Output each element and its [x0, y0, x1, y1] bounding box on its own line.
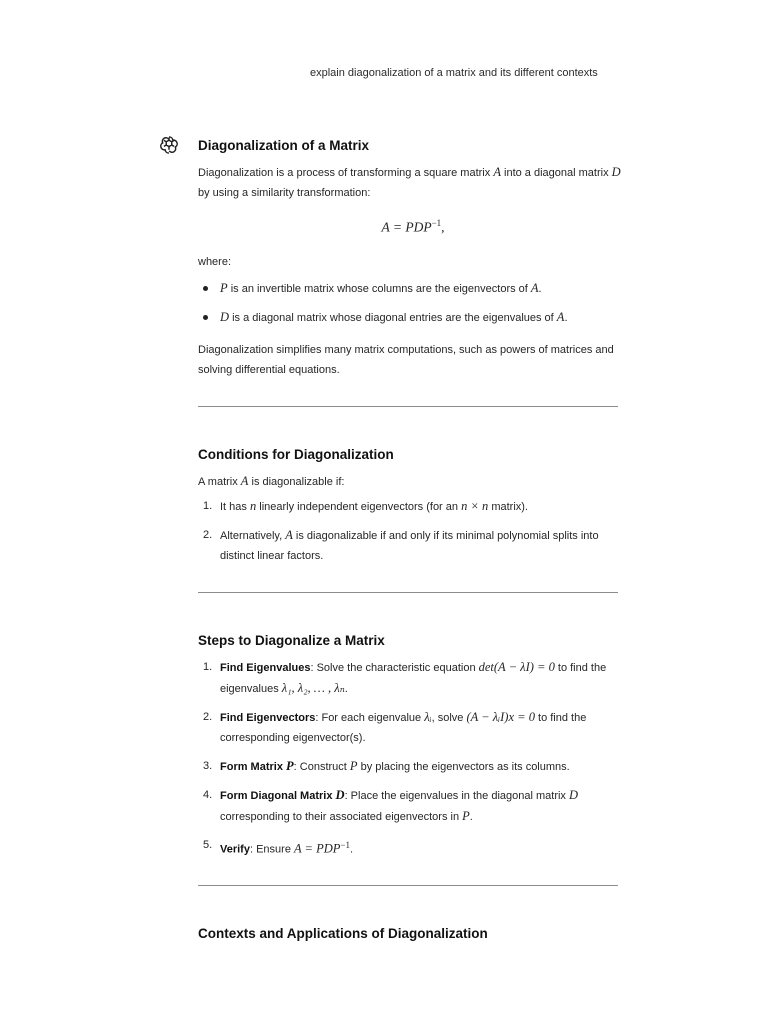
conditions-list [198, 496, 628, 566]
list-item: 4. Form Diagonal Matrix D: Place the eigenvalues in the diagonal matrix D corresponding to their associated eigenvectors in P. [203, 787, 579, 823]
list-item: 5. Verify: Ensure $A = PDP^{-1}$. [203, 838, 354, 856]
steps-list [198, 657, 628, 860]
closing-paragraph: Diagonalization simplifies many matrix computations, such as powers of matrices and solving differential equations. [198, 343, 614, 376]
definition-list [198, 278, 628, 328]
list-item: D is a diagonal matrix whose diagonal entries are the eigenvalues of A. [198, 307, 628, 328]
section-divider [198, 885, 618, 886]
section-title: Conditions for Diagonalization [198, 446, 394, 462]
section-title: Steps to Diagonalize a Matrix [198, 632, 385, 648]
assistant-logo-icon [158, 134, 180, 156]
list-item: 2. Alternatively, A is diagonalizable if and only if its minimal polynomial splits into distinct linear factors. [203, 527, 599, 562]
intro-paragraph: Diagonalization is a process of transforming a square matrix A into a diagonal matrix D by using a similarity transformation: [198, 165, 621, 199]
list-item: 3. Form Matrix P: Construct P by placing the eigenvectors as its columns. [203, 758, 570, 773]
section-divider [198, 592, 618, 593]
list-item: 1. It has n linearly independent eigenvectors (for an n × n matrix). [203, 498, 528, 513]
assistant-answer [198, 136, 628, 950]
list-item: 1. Find Eigenvalues: Solve the characteristic equation det(A − λI) = 0 to find the eigenvalues λ₁, λ₂, … , λₙ. [203, 659, 607, 695]
section-title: Diagonalization of a Matrix [198, 138, 370, 153]
where-label: where: [198, 255, 232, 268]
list-item: 2. Find Eigenvectors: For each eigenvalue λᵢ, solve (A − λᵢI)x = 0 to find the corresponding eigenvector(s). [203, 709, 587, 744]
section-divider [198, 406, 618, 407]
list-item: P is an invertible matrix whose columns are the eigenvectors of A. [198, 278, 628, 299]
intro-paragraph: A matrix A is diagonalizable if: [198, 473, 345, 488]
diagonalization-equation: $A = PDP^{-1}$, [381, 218, 445, 235]
section-title: Contexts and Applications of Diagonalization [198, 926, 488, 942]
user-message: explain diagonalization of a matrix and its different contexts [310, 67, 598, 79]
